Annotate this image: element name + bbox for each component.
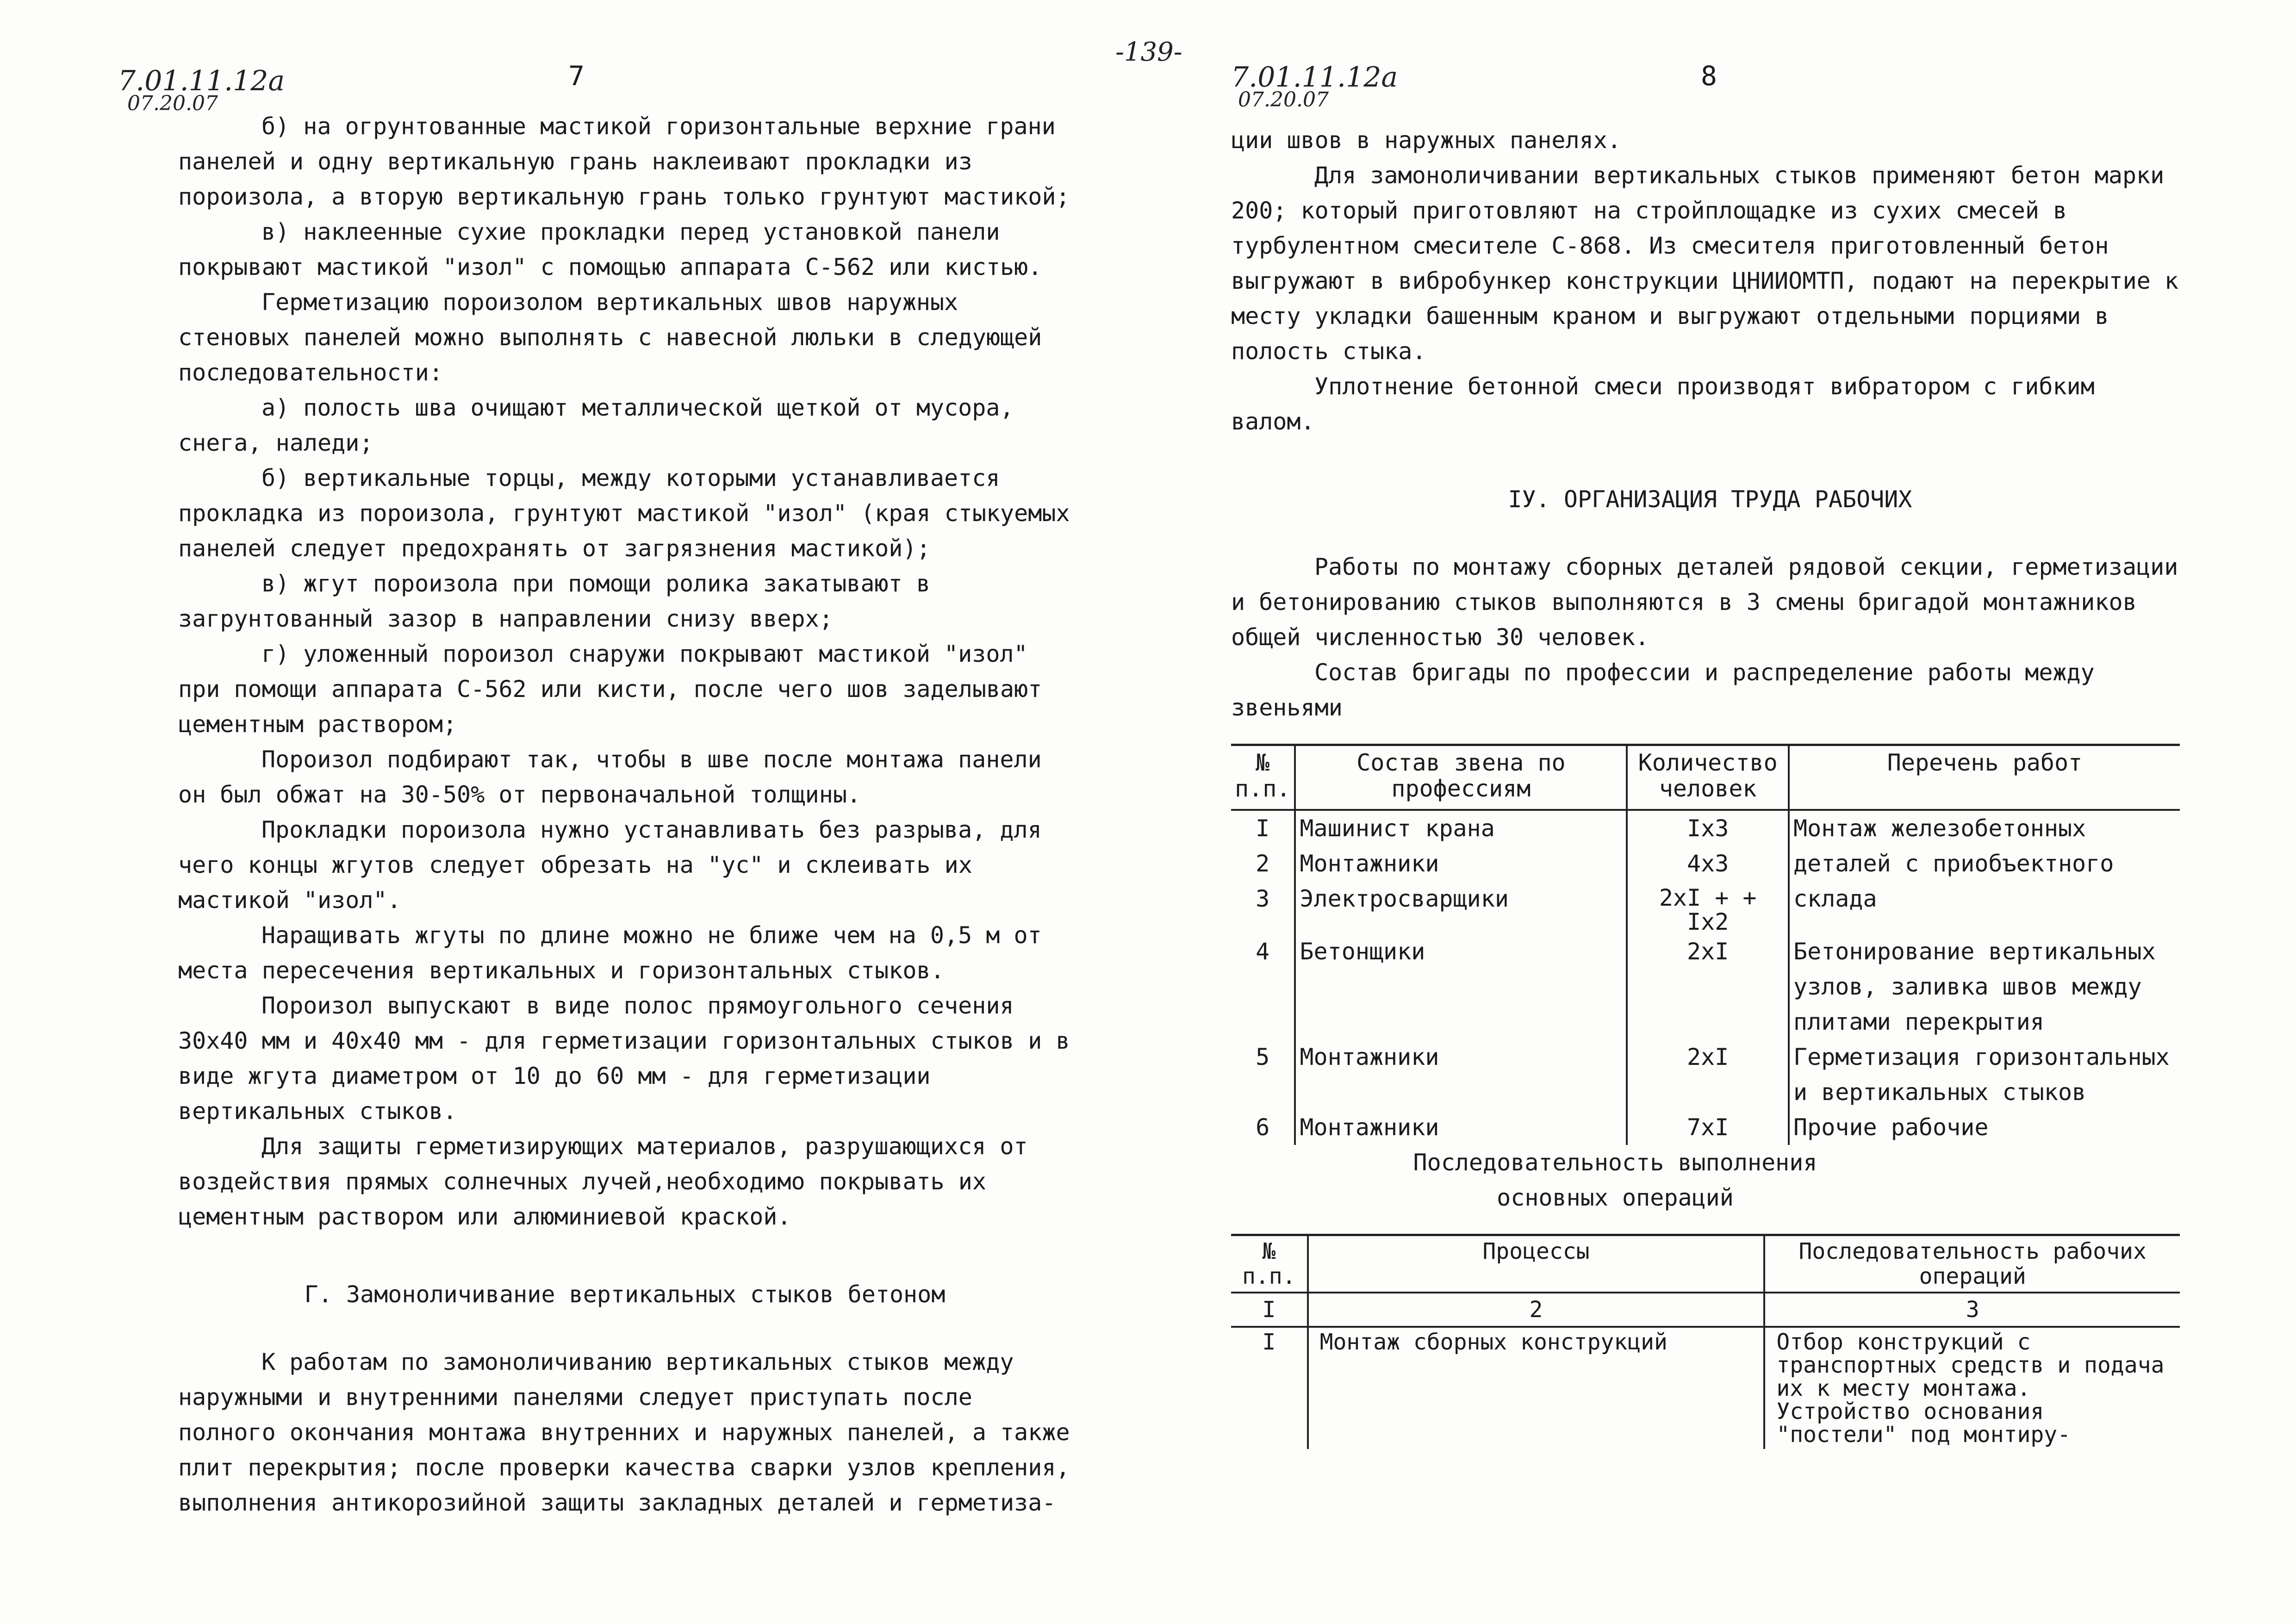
column-number: 2 — [1308, 1293, 1765, 1327]
left-page-number: 7 — [568, 60, 585, 92]
paragraph: ции швов в наружных панелях. — [1231, 127, 1621, 154]
cell-number: 5 — [1256, 1044, 1270, 1070]
table-header-row — [1231, 745, 2180, 810]
table-row — [1231, 810, 2180, 846]
paragraph: Для замоноличивании вертикальных стыков применяют бетон марки 200; который приготовляют на стройплощадке из сухих смесей в турбулентном смесителе С-868. Из смесителя приготовленный бетон выгружают в вибробункер конструкции ЦНИИОМТП, подают на перекрытие к месту укладки башенным краном и выгружают отдельными порциями в полость стыка. — [1231, 162, 2178, 365]
cell-qty: 4х3 — [1627, 846, 1789, 881]
cell-trade: Монтажники — [1295, 846, 1627, 881]
column-header: № п.п. — [1231, 745, 1295, 810]
table-row — [1231, 1039, 2180, 1110]
right-doc-subcode: 07.20.07 — [1238, 88, 1329, 112]
cell-trade: Электросварщики — [1295, 881, 1627, 934]
cell-number: I — [1262, 1329, 1276, 1355]
cell-process: Монтаж сборных конструкций — [1308, 1327, 1765, 1449]
paragraph: Пороизол выпускают в виде полос прямоугольного сечения 30х40 мм и 40х40 мм - для герметизации горизонтальных стыков и в виде жгута диаметром от 10 до 60 мм - для герметизации вертикальных стыков. — [178, 992, 1070, 1125]
column-number: I — [1231, 1293, 1308, 1327]
paragraph: в) наклеенные сухие прокладки перед установкой панели покрывают мастикой "изол" с помощью аппарата С-562 или кистью. — [178, 218, 1042, 280]
paragraph: Герметизацию пороизолом вертикальных швов наружных стеновых панелей можно выполнять с навесной люльки в следующей последовательности: — [178, 289, 1042, 386]
table-row — [1231, 1110, 2180, 1145]
paragraph: б) вертикальные торцы, между которыми устанавливается прокладка из пороизола, грунтуют мастикой "изол" (края стыкуемых панелей следует предохранять от загрязнения мастикой); — [178, 465, 1070, 562]
paragraph: Уплотнение бетонной смеси производят вибратором с гибким валом. — [1231, 373, 2095, 435]
column-number-row — [1231, 1293, 2180, 1327]
cell-work: Прочие рабочие — [1789, 1110, 2180, 1145]
paragraph: Наращивать жгуты по длине можно не ближе чем на 0,5 м от места пересечения вертикальных и горизонтальных стыков. — [178, 922, 1042, 984]
table-row — [1231, 1327, 2180, 1449]
cell-qty: 2хI — [1627, 1039, 1789, 1110]
cell-work: Монтаж железобетонных деталей с приобъектного склада — [1789, 810, 2180, 934]
left-page-body — [178, 109, 1071, 1520]
cell-operations: Отбор конструкций с транспортных средств и подача их к месту монтажа. Устройство основания "постели" под монтиру- — [1764, 1327, 2180, 1449]
cell-number: 2 — [1256, 850, 1270, 877]
cell-number: 6 — [1256, 1114, 1270, 1141]
ops-table-title: Последовательность выполнения основных операций — [1413, 1149, 1817, 1211]
column-header: Процессы — [1308, 1235, 1765, 1293]
operations-table — [1231, 1234, 2180, 1449]
column-header: Состав звена по профессиям — [1295, 745, 1627, 810]
paragraph: а) полость шва очищают металлической щеткой от мусора, снега, наледи; — [178, 394, 1014, 456]
cell-qty: 7хI — [1627, 1110, 1789, 1145]
paragraph: Работы по монтажу сборных деталей рядовой секции, герметизации и бетонированию стыков выполняются в 3 смены бригадой монтажников общей численностью 30 человек. — [1231, 553, 2178, 651]
paragraph: б) на огрунтованные мастикой горизонтальные верхние грани панелей и одну вертикальную грань наклеивают прокладки из пороизола, а вторую вертикальную грань только грунтуют мастикой; — [178, 113, 1070, 210]
paragraph: в) жгут пороизола при помощи ролика закатывают в загрунтованный зазор в направлении снизу вверх; — [178, 570, 930, 632]
paragraph: К работам по замоноличиванию вертикальных стыков между наружными и внутренними панелями следует приступать после полного окончания монтажа внутренних и наружных панелей, а также плит перекрытия; после проверки качества сварки узлов крепления, выполнения антикорозийной защиты закладных деталей и герметиза- — [178, 1349, 1070, 1516]
cell-trade: Монтажники — [1295, 1110, 1627, 1145]
cell-trade: Монтажники — [1295, 1039, 1627, 1110]
table-row — [1231, 934, 2180, 1039]
paragraph: г) уложенный пороизол снаружи покрывают мастикой "изол" при помощи аппарата С-562 или кисти, после чего шов заделывают цементным раствором; — [178, 640, 1042, 738]
right-doc-code: 7.01.11.12а — [1231, 61, 1398, 93]
cell-trade: Машинист крана — [1295, 810, 1627, 846]
right-page-number: 8 — [1701, 60, 1717, 92]
cell-number: 4 — [1256, 938, 1270, 965]
crew-table — [1231, 744, 2180, 1145]
column-header: Перечень работ — [1789, 745, 2180, 810]
column-header: Последовательность рабочих операций — [1764, 1235, 2180, 1293]
cell-trade: Бетонщики — [1295, 934, 1627, 1039]
column-header: № п.п. — [1231, 1235, 1308, 1293]
right-page-body — [1231, 123, 2189, 1449]
section-heading: IУ. ОРГАНИЗАЦИЯ ТРУДА РАБОЧИХ — [1508, 486, 1912, 513]
cell-qty: Iх3 — [1627, 810, 1789, 846]
cell-number: 3 — [1256, 885, 1270, 912]
cell-work: Герметизация горизонтальных и вертикальных стыков — [1789, 1039, 2180, 1110]
paragraph: Прокладки пороизола нужно устанавливать без разрыва, для чего концы жгутов следует обрезать на "ус" и склеивать их мастикой "изол". — [178, 816, 1042, 914]
left-doc-subcode: 07.20.07 — [127, 92, 218, 115]
table-header-row — [1231, 1235, 2180, 1293]
paragraph: Пороизол подбирают так, чтобы в шве после монтажа панели он был обжат на 30-50% от первоначальной толщины. — [178, 746, 1042, 808]
section-heading: Г. Замоноличивание вертикальных стыков бетоном — [304, 1281, 946, 1308]
sheet-number: -139- — [1115, 37, 1182, 67]
column-header: Количество человек — [1627, 745, 1789, 810]
cell-qty: 2хI — [1627, 934, 1789, 1039]
cell-qty: 2хI + + Iх2 — [1627, 881, 1789, 934]
column-number: 3 — [1764, 1293, 2180, 1327]
cell-number: I — [1256, 815, 1270, 842]
left-doc-code: 7.01.11.12а — [118, 65, 285, 97]
paragraph: Состав бригады по профессии и распределение работы между звеньями — [1231, 659, 2095, 721]
cell-work: Бетонирование вертикальных узлов, заливка швов между плитами перекрытия — [1789, 934, 2180, 1039]
paragraph: Для защиты герметизирующих материалов, разрушающихся от воздействия прямых солнечных лучей,необходимо покрывать их цементным раствором или алюминиевой краской. — [178, 1133, 1028, 1230]
